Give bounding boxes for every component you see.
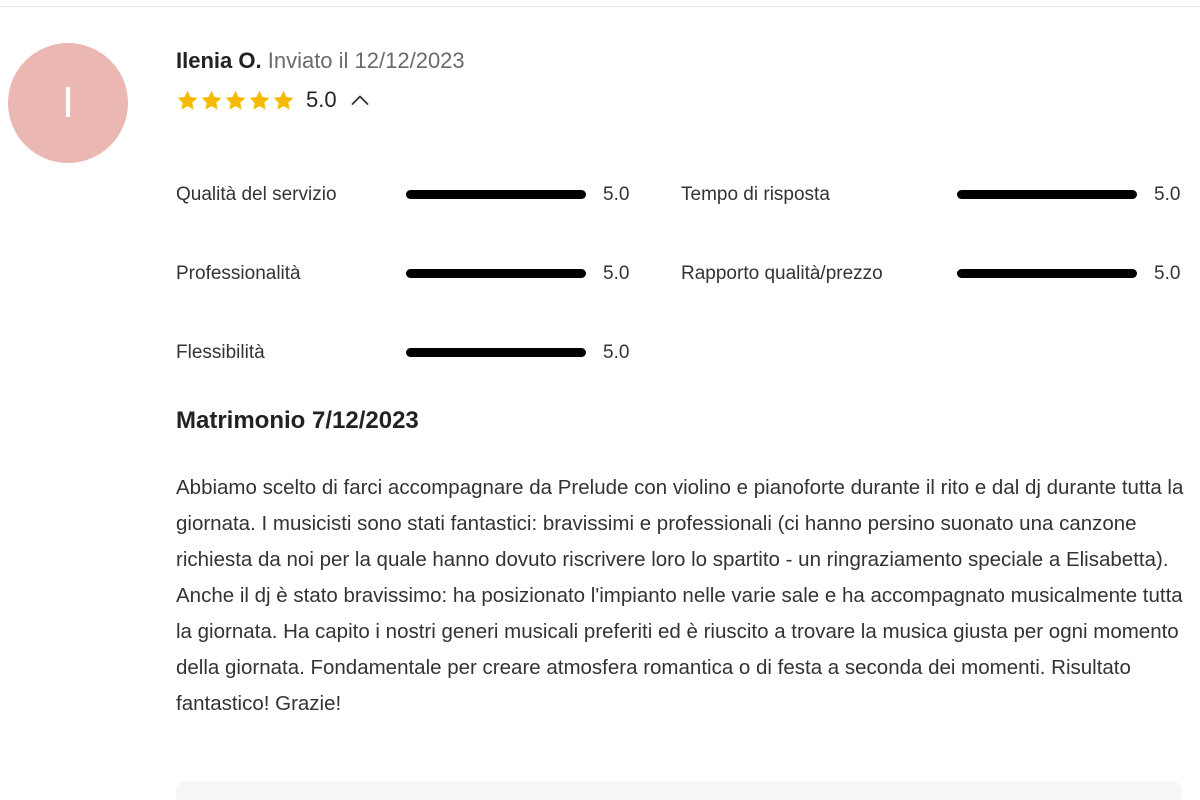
star-icon (200, 89, 223, 112)
collapse-ratings-button[interactable] (349, 89, 371, 111)
vendor-reply-box (176, 781, 1182, 800)
criterion-score: 5.0 (1154, 184, 1181, 205)
avatar-initial: I (61, 78, 75, 127)
reviewer-line (176, 47, 465, 75)
star-icon (176, 89, 199, 112)
criterion-score: 5.0 (603, 342, 630, 363)
star-icon (272, 89, 295, 112)
star-rating (176, 89, 295, 112)
review-body: Abbiamo scelto di farci accompagnare da Prelude con violino e pianoforte durante il rito e dal dj durante tutta la giornata. I musicisti sono stati fantastici: bravissimi e professionali (ci hanno persino suonato una canzone richiesta da noi per la quale hanno dovuto riscrivere loro lo spartito - un ringraziamento speciale a Elisabetta). Anche il dj è stato bravissimo: ha posizionato l'impianto nelle varie sale e ha accompagnato musicalmente tutta la giornata. Ha capito i nostri generi musicali preferiti ed è riuscito a trovare la musica giusta per ogni momento della giornata. Fondamentale per creare atmosfera romantica o di festa a seconda dei momenti. Risultato fantastico! Grazie! (176, 476, 1184, 715)
avatar (8, 43, 128, 163)
star-icon (248, 89, 271, 112)
criterion-flexibility (176, 336, 265, 370)
criterion-bar-fill (406, 269, 586, 278)
criterion-service-quality (176, 178, 337, 212)
criterion-score: 5.0 (1154, 263, 1181, 284)
criterion-bar (957, 269, 1137, 278)
criterion-bar-fill (957, 190, 1137, 199)
rating-breakdown (176, 178, 1188, 378)
rating-value: 5.0 (306, 87, 337, 112)
criterion-professionalism (176, 257, 301, 291)
criterion-score: 5.0 (603, 263, 630, 284)
criterion-label: Flessibilità (176, 342, 265, 363)
criterion-label: Professionalità (176, 263, 301, 284)
criterion-response-time (681, 178, 830, 212)
star-icon (224, 89, 247, 112)
criterion-value-for-money (681, 257, 883, 291)
criterion-bar-fill (406, 348, 586, 357)
criterion-label: Rapporto qualità/prezzo (681, 263, 883, 284)
posted-date: Inviato il 12/12/2023 (267, 48, 465, 73)
review-title: Matrimonio 7/12/2023 (176, 407, 419, 434)
criterion-label: Tempo di risposta (681, 184, 830, 205)
criterion-bar-fill (406, 190, 586, 199)
chevron-up-icon (351, 94, 369, 106)
criterion-bar (406, 190, 586, 199)
criterion-bar (406, 348, 586, 357)
criterion-bar (406, 269, 586, 278)
criterion-score: 5.0 (603, 184, 630, 205)
criterion-bar-fill (957, 269, 1137, 278)
criterion-label: Qualità del servizio (176, 184, 337, 205)
reviewer-name: Ilenia O. (176, 48, 262, 73)
top-divider (0, 6, 1200, 7)
rating-row (176, 85, 465, 115)
review-header (176, 47, 465, 115)
criterion-bar (957, 190, 1137, 199)
